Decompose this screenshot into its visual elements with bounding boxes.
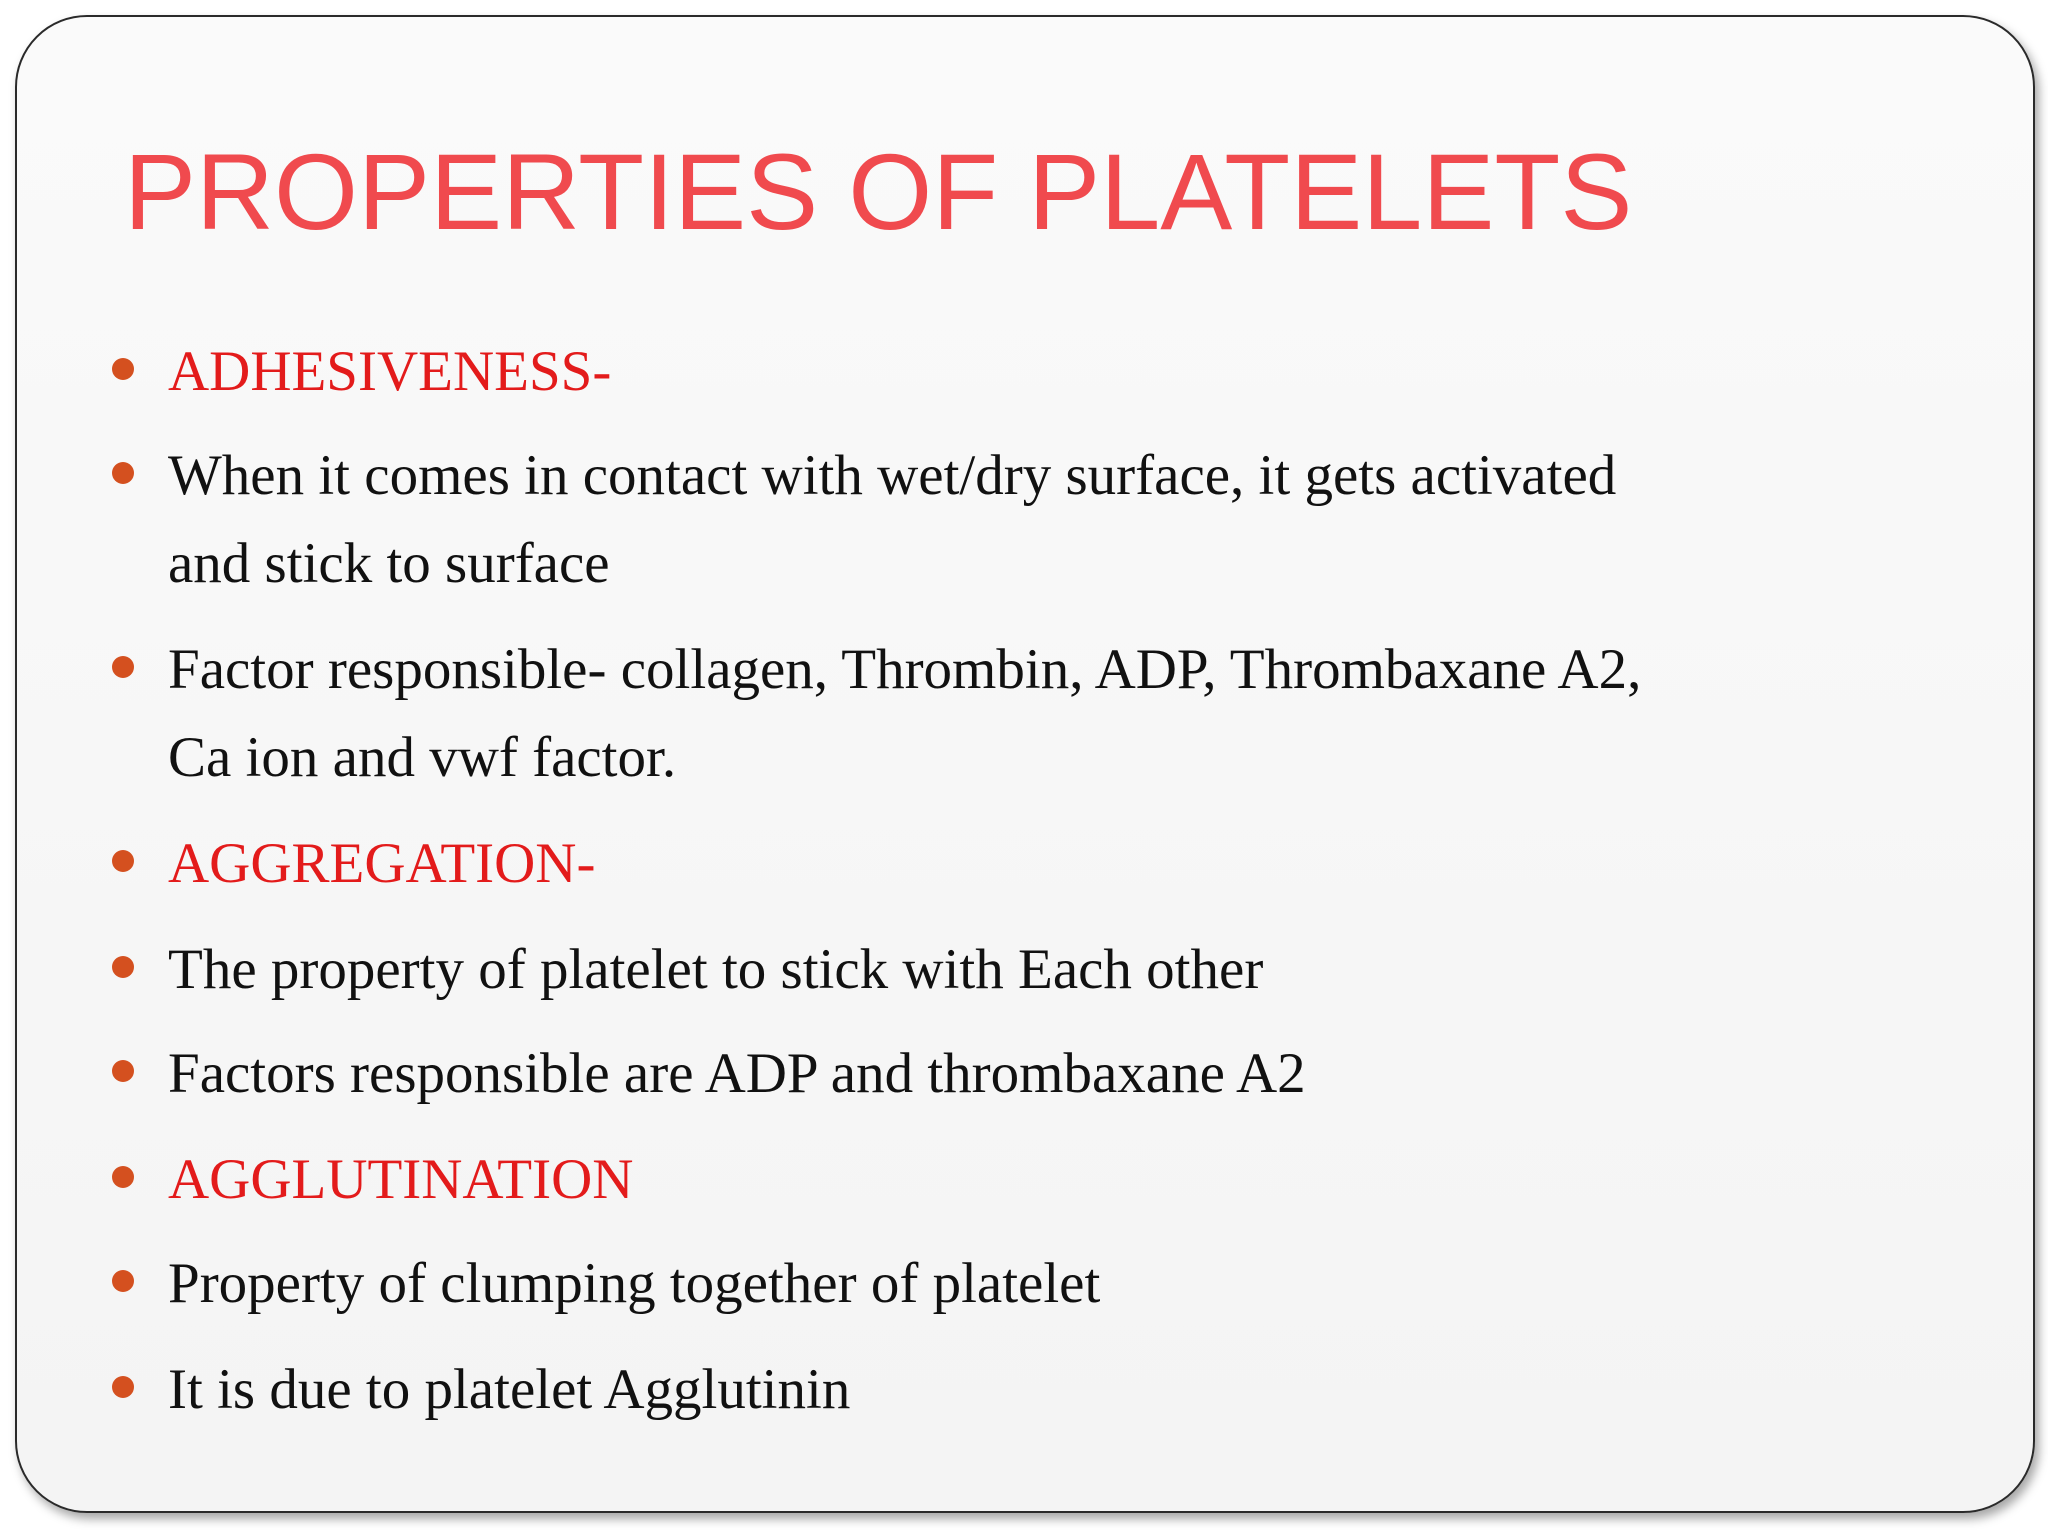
bullet-dot-icon [112,1270,134,1292]
bullet-aggregation-heading [168,820,595,908]
bullet-agglutination-description [168,1240,1100,1328]
bullet-text-line-2: and stick to surface [168,532,610,595]
bullet-text: AGGREGATION- [168,832,596,895]
bullet-dot-icon [112,462,134,484]
bullet-dot-icon [112,656,134,678]
slide-title: PROPERTIES OF PLATELETS [124,131,1633,252]
bullet-agglutination-heading [168,1136,633,1224]
bullet-dot-icon [112,1376,134,1398]
bullet-dot-icon [112,1060,134,1082]
bullet-adhesiveness-heading [168,328,611,416]
bullet-text: ADHESIVENESS- [168,340,612,403]
bullet-aggregation-factors [168,1030,1306,1118]
bullet-text-line-1: Factor responsible- collagen, Thrombin, ADP, Thrombaxane A2, [168,638,1642,701]
bullet-text: Property of clumping together of platelet [168,1252,1101,1315]
bullet-adhesiveness-description [168,432,1616,608]
bullet-dot-icon [112,956,134,978]
bullet-adhesiveness-factors [168,626,1641,802]
bullet-text-line-1: When it comes in contact with wet/dry surface, it gets activated [168,444,1617,507]
bullet-text: The property of platelet to stick with Each other [168,938,1264,1001]
bullet-text: Factors responsible are ADP and thrombaxane A2 [168,1042,1306,1105]
bullet-aggregation-description [168,926,1263,1014]
bullet-dot-icon [112,1166,134,1188]
bullet-dot-icon [112,850,134,872]
bullet-text-line-2: Ca ion and vwf factor. [168,726,677,789]
bullet-text: It is due to platelet Agglutinin [168,1358,851,1421]
bullet-dot-icon [112,358,134,380]
bullet-text: AGGLUTINATION [168,1148,634,1211]
bullet-agglutination-cause [168,1346,850,1434]
